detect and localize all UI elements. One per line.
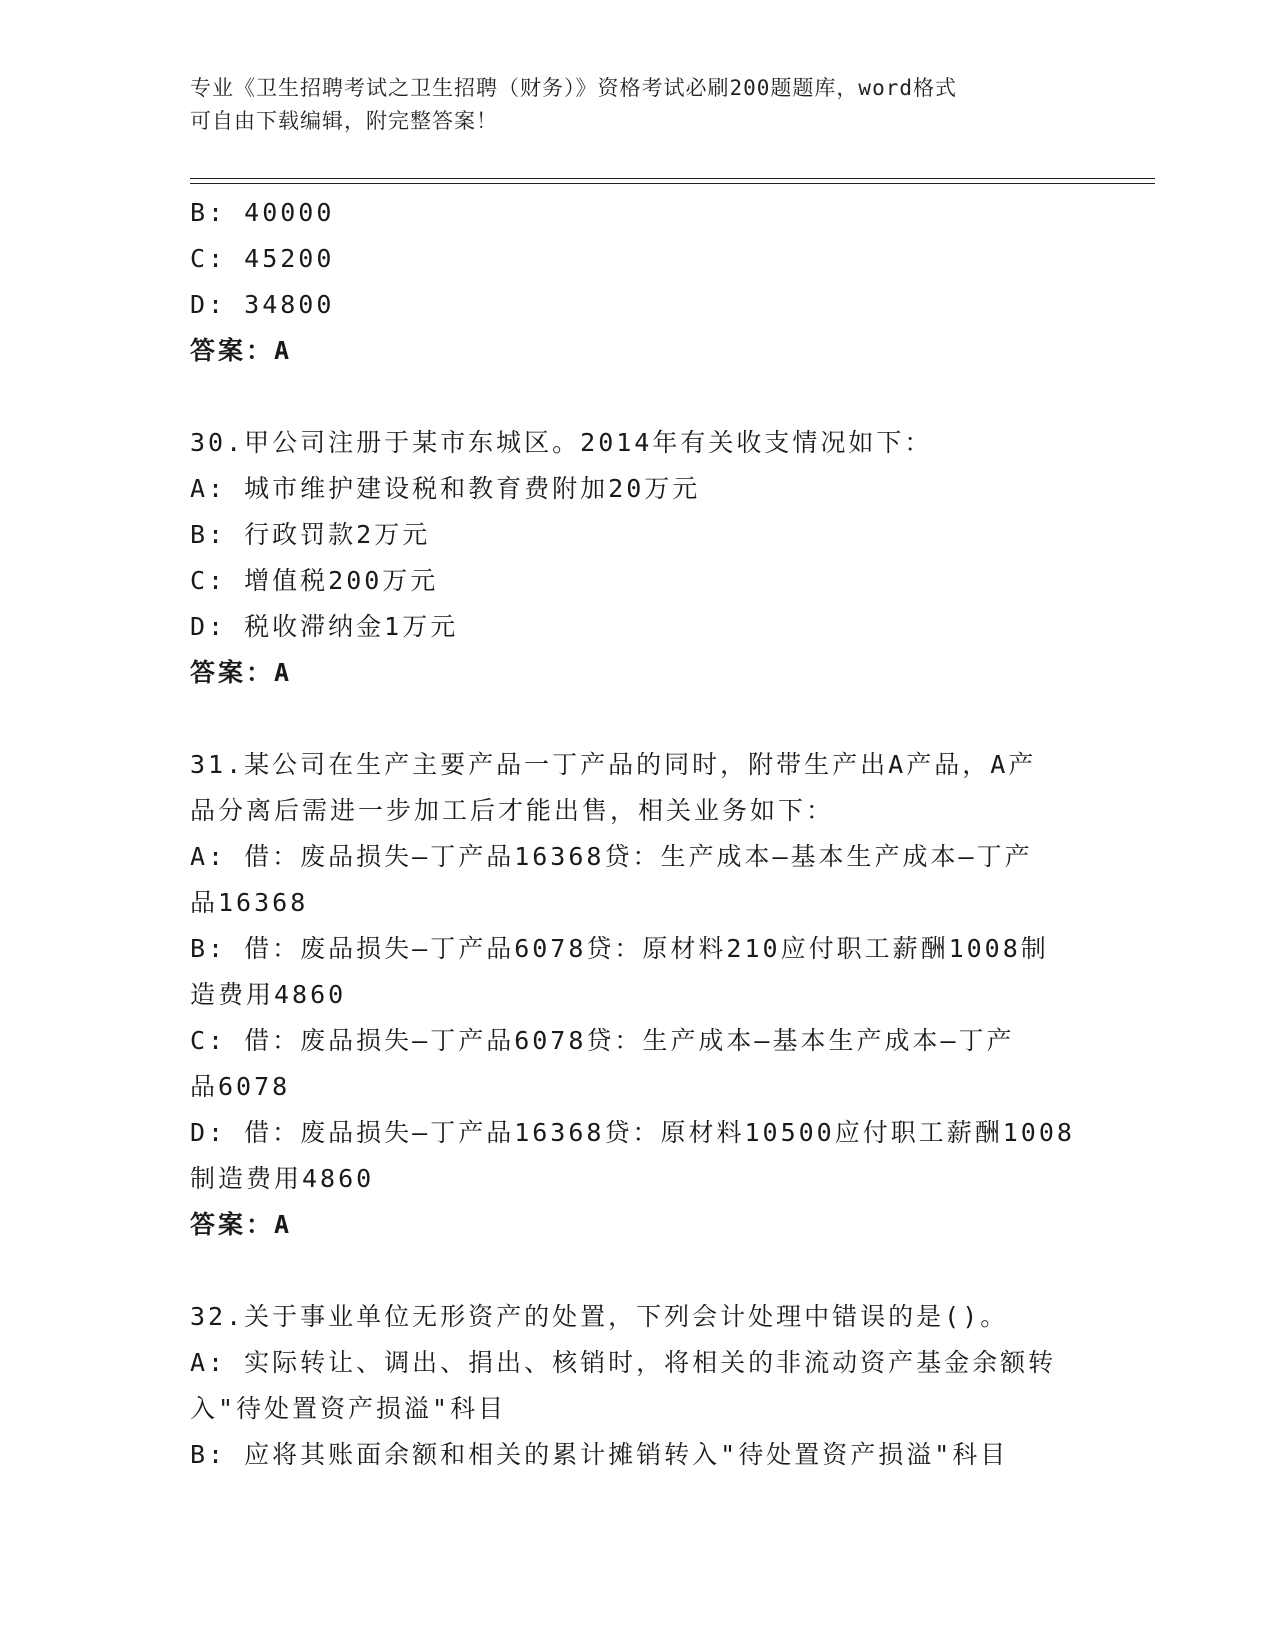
question-31-option-b-cont: 造费用4860 (190, 980, 347, 1009)
question-30-option-b: B: 行政罚款2万元 (190, 520, 431, 549)
option-c: C: 45200 (190, 244, 335, 273)
answer-line: 答案：A (190, 336, 293, 365)
header-divider-top (190, 178, 1155, 179)
question-31-option-b: B: 借：废品损失—丁产品6078贷：原材料210应付职工薪酬1008制 (190, 934, 1049, 963)
question-30-option-d: D: 税收滞纳金1万元 (190, 612, 459, 641)
spacer (190, 696, 1090, 742)
question-30-option-c: C: 增值税200万元 (190, 566, 439, 595)
question-31-answer: 答案：A (190, 1210, 293, 1239)
question-content (190, 190, 1090, 1478)
question-31-option-d-cont: 制造费用4860 (190, 1164, 375, 1193)
question-31-option-d: D: 借：废品损失—丁产品16368贷：原材料10500应付职工薪酬1008 (190, 1118, 1075, 1147)
header-divider-bottom (190, 183, 1155, 184)
header-line-1: 专业《卫生招聘考试之卫生招聘（财务）》资格考试必刷200题题库，word格式 (190, 76, 957, 100)
question-30-answer: 答案：A (190, 658, 293, 687)
question-32-stem: 32.关于事业单位无形资产的处置，下列会计处理中错误的是()。 (190, 1302, 1009, 1331)
question-31-option-a: A: 借：废品损失—丁产品16368贷：生产成本—基本生产成本—丁产 (190, 842, 1033, 871)
question-31-option-c: C: 借：废品损失—丁产品6078贷：生产成本—基本生产成本—丁产 (190, 1026, 1015, 1055)
spacer (190, 374, 1090, 420)
document-header (190, 72, 1090, 138)
question-30-stem: 30.甲公司注册于某市东城区。2014年有关收支情况如下： (190, 428, 933, 457)
option-b: B: 40000 (190, 198, 335, 227)
spacer (190, 1248, 1090, 1294)
question-30-option-a: A: 城市维护建设税和教育费附加20万元 (190, 474, 701, 503)
question-32-option-b: B: 应将其账面余额和相关的累计摊销转入"待处置资产损溢"科目 (190, 1440, 1009, 1469)
question-31-stem-line-1: 31.某公司在生产主要产品一丁产品的同时，附带生产出A产品，A产 (190, 750, 1037, 779)
option-d: D: 34800 (190, 290, 335, 319)
question-32-option-a-cont: 入"待处置资产损溢"科目 (190, 1394, 507, 1423)
question-31-option-a-cont: 品16368 (190, 888, 309, 917)
question-31-stem-line-2: 品分离后需进一步加工后才能出售，相关业务如下： (190, 796, 835, 825)
question-32-option-a: A: 实际转让、调出、捐出、核销时，将相关的非流动资产基金余额转 (190, 1348, 1057, 1377)
question-31-option-c-cont: 品6078 (190, 1072, 291, 1101)
header-line-2: 可自由下载编辑，附完整答案！ (190, 109, 498, 133)
